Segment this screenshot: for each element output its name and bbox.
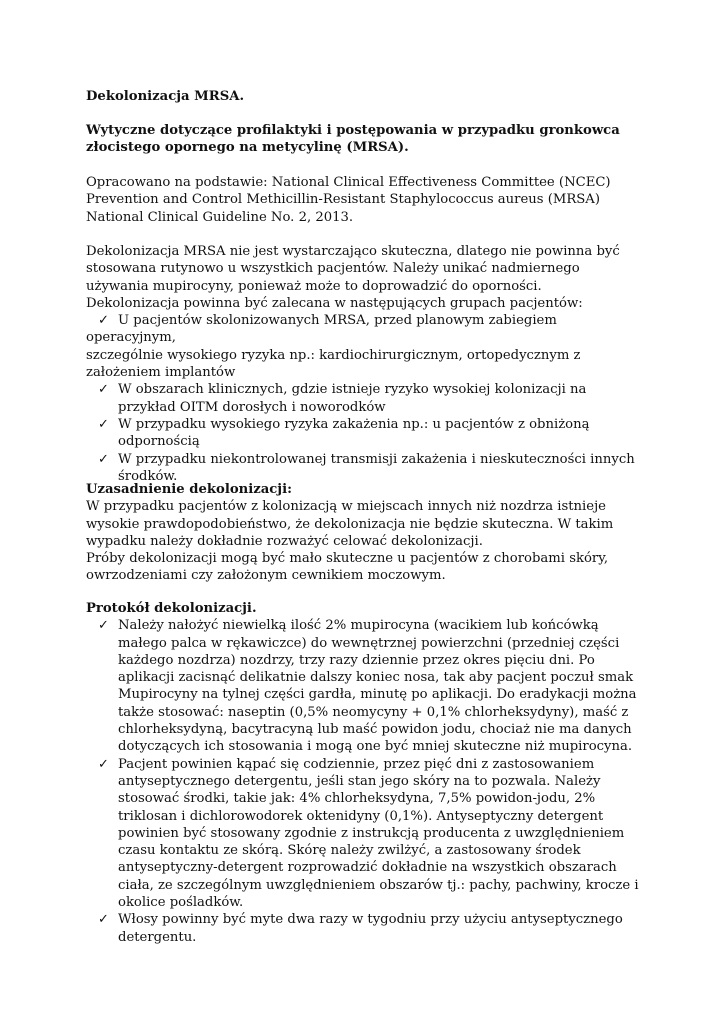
source-note: Opracowano na podstawie: National Clinical Effectiveness Committee (NCEC) Prevention and Control Methicillin-Resistant Staphylococcus aureus (MRSA) National Clinical Guideline No. 2, 2013.	[86, 175, 611, 225]
list-item: ✓ W obszarach klinicznych, gdzie istnieje ryzyko wysokiej kolonizacji na przykład OITM dorosłych i noworodków	[98, 382, 587, 415]
protocol-heading: Protokół dekolonizacji.	[86, 601, 257, 616]
list-item: ✓ Pacjent powinien kąpać się codziennie, przez pięć dni z zastosowaniem antyseptycznego detergentu, jeśli stan jego skóry na to pozwala. Należy stosować środki, takie jak: 4% chlorheksydyna, 7,5% powidon-jodu, 2% triklosan i dichlorowodorek oktenidyny (0,1%). Antyseptyczny detergent powinien być stosowany zgodnie z instrukcją producenta z uwzględnieniem czasu kontaktu ze skórą. Skórę należy zwilżyć, a zastosowany środek antyseptyczny-detergent rozprowadzić dokładnie na wszystkich obszarach ciała, ze szczególnym uwzględnieniem obszarów tj.: pachy, pachwiny, krocze i okolice pośladków.	[98, 756, 639, 911]
document-title: Dekolonizacja MRSA.	[86, 89, 245, 104]
document-subtitle: Wytyczne dotyczące profilaktyki i postępowania w przypadku gronkowca złocistego opornego na metycylinę (MRSA).	[86, 123, 620, 156]
rationale-paragraph-2: Próby dekolonizacji mogą być mało skuteczne u pacjentów z chorobami skóry, owrzodzeniami czy założonym cewnikiem moczowym.	[86, 551, 609, 584]
rationale-paragraph: W przypadku pacjentów z kolonizacją w miejscach innych niż nozdrza istnieje wysokie prawdopodobieństwo, że dekolonizacja nie będzie skuteczna. W takim wypadku należy dokładnie rozważyć celować dekolonizacji.	[86, 499, 614, 549]
checkmark-icon: ✓	[98, 313, 110, 329]
intro-paragraph: Dekolonizacja MRSA nie jest wystarczająco skuteczna, dlatego nie powinna być stosowana rutynowo u wszystkich pacjentów. Należy unikać nadmiernego używania mupirocyny, ponieważ może to doprowadzić do oporności.	[86, 244, 620, 294]
checkmark-icon: ✓	[98, 382, 109, 398]
protocol-section	[86, 600, 646, 946]
intro-item-1-rest: szczególnie wysokiego ryzyka np.: kardiochirurgicznym, ortopedycznym z założeniem implantów	[86, 347, 581, 381]
checkmark-icon: ✓	[98, 416, 109, 432]
intro-item-1: ✓ U pacjentów skolonizowanych MRSA, przed planowym zabiegiem operacyjnym,	[86, 313, 557, 346]
list-item: ✓ W przypadku niekontrolowanej transmisji zakażenia i nieskuteczności innych środków.	[98, 451, 635, 484]
list-item: ✓ Należy nałożyć niewielką ilość 2% mupirocyna (wacikiem lub końcówką małego palca w rękawiczce) do wewnętrznej powierzchni (przedniej części każdego nozdrza) nozdrzy, trzy razy dziennie przez okres pięciu dni. Po aplikacji zacisnąć delikatnie dalszy koniec nosa, tak aby pacjent poczuł smak Mupirocyny na tylnej części gardła, minutę po aplikacji. Do eradykacji można także stosować: naseptin (0,5% neomycyny + 0,1% chlorheksydyny), maść z chlorheksydyną, bacytracyną lub maść powidon jodu, chociaż nie ma danych dotyczących ich stosowania i mogą one być mniej skuteczne niż mupirocyna.	[98, 618, 637, 755]
checkmark-icon: ✓	[98, 618, 109, 634]
checkmark-icon: ✓	[98, 756, 109, 772]
list-item: ✓ W przypadku wysokiego ryzyka zakażenia np.: u pacjentów z obniżoną odpornością	[98, 416, 590, 450]
checkmark-icon: ✓	[98, 451, 109, 467]
rationale-heading: Uzasadnienie dekolonizacji:	[86, 482, 292, 497]
intro-section	[86, 243, 646, 485]
rationale-section	[86, 481, 646, 585]
checkmark-icon: ✓	[98, 912, 109, 928]
intro-groups-lead: Dekolonizacja powinna być zalecana w następujących grupach pacjentów:	[86, 295, 583, 311]
list-item: ✓ Włosy powinny być myte dwa razy w tygodniu przy użyciu antyseptycznego detergentu.	[98, 912, 623, 945]
